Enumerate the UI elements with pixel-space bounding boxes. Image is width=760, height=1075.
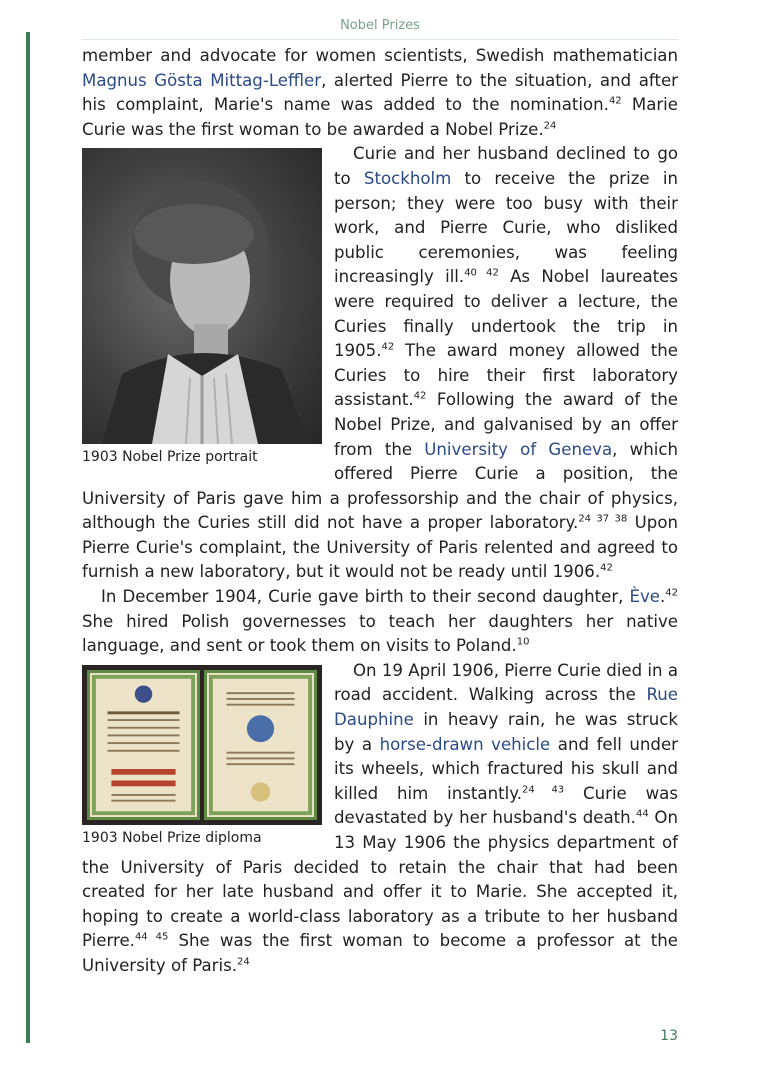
text: In December 1904, Curie gave birth to their second daughter,: [101, 587, 630, 607]
citation[interactable]: 42: [608, 95, 622, 107]
text: , which offered Pierre Curie a position, the University of Paris gave him a professorship and the chair of physics, although the Curies still did not have a proper laboratory.: [82, 439, 678, 533]
citation[interactable]: 24: [543, 120, 557, 132]
citation[interactable]: 42: [665, 587, 678, 599]
page-number: 13: [660, 1028, 678, 1044]
diploma-left-illustration: [90, 673, 197, 817]
text: She hired Polish governesses to teach her daughters her native language, and sent or took them on visits to Poland.: [82, 611, 678, 656]
portrait-illustration: [82, 148, 322, 444]
figure-portrait: [82, 148, 322, 466]
citation[interactable]: 42: [600, 562, 613, 574]
link-eve[interactable]: Ève: [629, 587, 660, 607]
running-head: Nobel Prizes: [82, 18, 678, 40]
figure-caption: 1903 Nobel Prize diploma: [82, 829, 262, 846]
text: Curie was devastated by her husband's death.: [334, 783, 678, 828]
text: in heavy rain, he was struck by a: [334, 710, 678, 754]
diploma-right-page: [204, 670, 317, 820]
link-stockholm[interactable]: Stockholm: [363, 168, 452, 188]
paragraph: [82, 585, 678, 659]
text: Marie Curie was the first woman to be awarded a Nobel Prize.: [82, 95, 679, 139]
text: member and advocate for women scientists, Swedish mathematician: [82, 46, 678, 65]
diploma-photo[interactable]: [82, 665, 322, 825]
citation[interactable]: 40 42: [464, 267, 499, 279]
figure-diploma: [82, 665, 322, 847]
figure-caption: 1903 Nobel Prize portrait: [82, 449, 258, 466]
text: to receive the prize in person; they were too busy with their work, and Pierre Curie, who disliked public ceremonies, was feeling increasingly ill.: [334, 168, 679, 287]
text: The award money allowed the Curies to hire their first laboratory assistant.: [334, 341, 678, 410]
paragraph: [82, 44, 678, 142]
article-body: [82, 44, 678, 979]
citation[interactable]: 44 45: [134, 931, 169, 943]
text: and fell under its wheels, which fractured his skull and killed him instantly.: [334, 734, 678, 803]
text: Following the award of the Nobel Prize, and galvanised by an offer from the: [334, 390, 678, 459]
text: .: [659, 587, 666, 607]
citation[interactable]: 24: [237, 956, 250, 968]
text: As Nobel laureates were required to deliver a lecture, the Curies finally undertook the trip in 1905.: [334, 267, 678, 361]
citation[interactable]: 42: [381, 341, 395, 353]
citation[interactable]: 24 43: [521, 784, 565, 796]
link-horse-drawn-vehicle[interactable]: horse-drawn vehicle: [379, 734, 551, 754]
portrait-photo[interactable]: [82, 148, 322, 444]
link-rue-dauphine[interactable]: Rue Dauphine: [334, 685, 678, 730]
text: , alerted Pierre to the situation, and after his complaint, Marie's name was added to the nomination.: [82, 70, 678, 115]
text: Curie and her husband declined to go to: [334, 144, 678, 188]
link-mittag-leffler[interactable]: Magnus Gösta Mittag-Leffler: [82, 70, 322, 90]
text: On 19 April 1906, Pierre Curie died in a road accident. Walking across the: [334, 660, 678, 705]
text: She was the first woman to become a professor at the University of Paris.: [82, 931, 678, 975]
citation[interactable]: 24 37 38: [578, 513, 628, 525]
citation[interactable]: 44: [635, 808, 649, 820]
diploma-right-illustration: [207, 673, 314, 817]
diploma-left-page: [87, 670, 200, 820]
citation[interactable]: 10: [516, 636, 530, 648]
link-university-of-geneva[interactable]: University of Geneva: [424, 439, 613, 459]
text: On 13 May 1906 the physics department of the University of Paris decided to retain the chair that had been created for her late husband and offer it to Marie. She accepted it, hoping to create a world-class laboratory as a tribute to her husband Pierre.: [82, 808, 678, 951]
citation[interactable]: 42: [413, 390, 427, 402]
side-accent-bar: [26, 32, 30, 1043]
text: Upon Pierre Curie's complaint, the University of Paris relented and agreed to furnish a new laboratory, but it would not be ready until 1906.: [82, 513, 679, 582]
